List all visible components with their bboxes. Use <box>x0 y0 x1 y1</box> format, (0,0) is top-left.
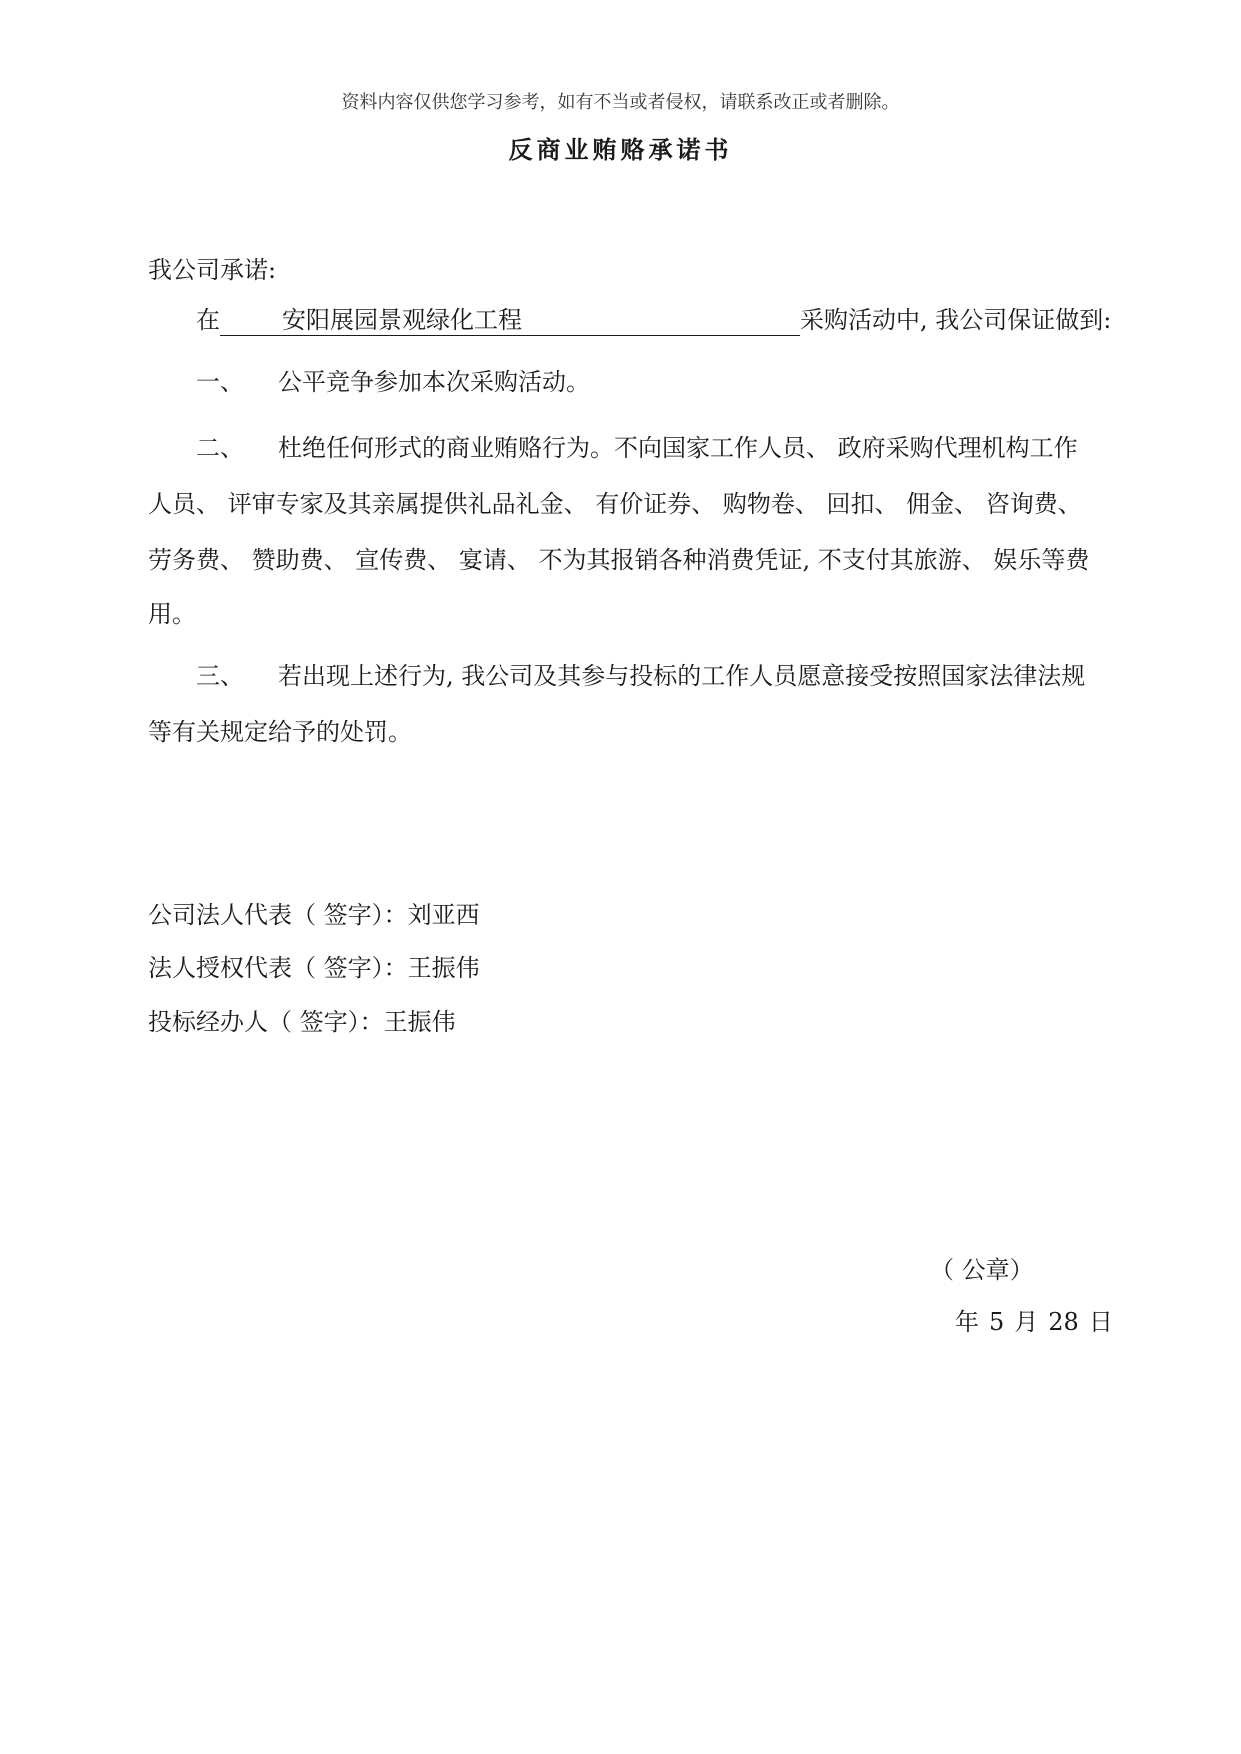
signature-authorized-rep <box>148 948 480 983</box>
project-prefix: 在 <box>196 306 220 334</box>
seal-label: （ 公章） <box>930 1256 1034 1284</box>
item-line: 杜绝任何形式的商业贿赂行为。不向国家工作人员、 政府采购代理机构工作 <box>278 434 1078 462</box>
item-line: 公平竞争参加本次采购活动。 <box>278 368 590 396</box>
signature-legal-rep <box>148 895 480 930</box>
header-note: 资料内容仅供您学习参考，如有不当或者侵权，请联系改正或者删除。 <box>341 92 900 113</box>
item-3 <box>196 656 1085 691</box>
signature-label: 法人授权代表（ 签字）： <box>148 954 408 982</box>
signature-value: 王振伟 <box>407 954 480 982</box>
item-line: 劳务费、 赞助费、 宣传费、 宴请、 不为其报销各种消费凭证, 不支付其旅游、 娱乐等费 <box>148 546 1090 574</box>
item-marker: 一、 <box>196 368 244 396</box>
date-day-label: 日 <box>1088 1308 1113 1336</box>
signature-value: 王振伟 <box>383 1008 456 1036</box>
project-line <box>196 300 1111 336</box>
item-line: 若出现上述行为, 我公司及其参与投标的工作人员愿意接受按照国家法律法规 <box>278 662 1086 690</box>
item-2 <box>196 428 1078 463</box>
date-line <box>955 1302 1123 1337</box>
item-line: 等有关规定给予的处罚。 <box>148 718 412 746</box>
item-marker: 二、 <box>196 434 244 462</box>
project-name-field: 安阳展园景观绿化工程 <box>220 305 800 336</box>
signature-label: 投标经办人（ 签字）： <box>148 1008 384 1036</box>
project-suffix: 采购活动中, 我公司保证做到: <box>800 306 1112 334</box>
signature-label: 公司法人代表（ 签字）： <box>148 901 408 929</box>
item-marker: 三、 <box>196 662 244 690</box>
item-line: 用。 <box>148 600 196 628</box>
date-year-label: 年 <box>955 1308 979 1336</box>
intro-text: 我公司承诺: <box>148 256 277 284</box>
signature-bid-handler <box>148 1002 456 1037</box>
item-line: 人员、 评审专家及其亲属提供礼品礼金、 有价证券、 购物卷、 回扣、 佣金、 咨询费、 <box>148 490 1082 518</box>
date-day: 28 <box>1048 1308 1079 1336</box>
date-month-label: 月 <box>1014 1308 1039 1336</box>
document-title: 反商业贿赂承诺书 <box>508 135 733 164</box>
signature-value: 刘亚西 <box>407 901 480 929</box>
date-month: 5 <box>989 1308 1005 1336</box>
item-1 <box>196 362 590 397</box>
